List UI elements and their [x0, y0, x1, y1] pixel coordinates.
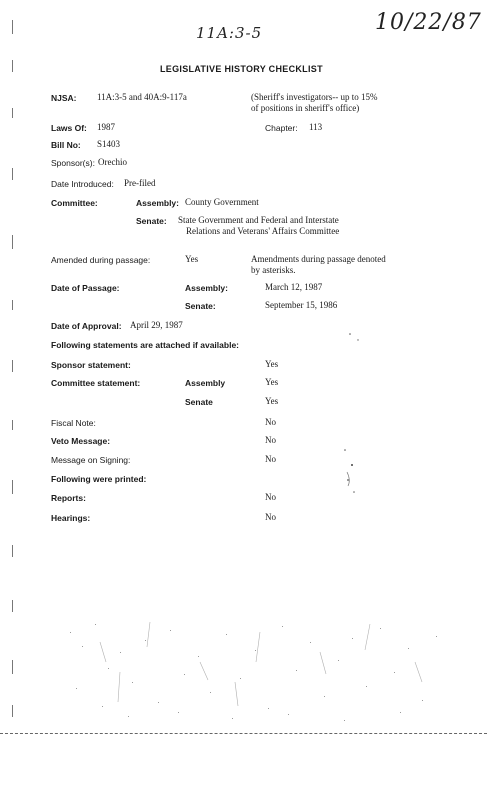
passage-senate-value: September 15, 1986	[265, 300, 338, 310]
njsa-label: NJSA:	[51, 93, 77, 103]
committee-statement-label: Committee statement:	[51, 378, 141, 388]
laws-of-value: 1987	[97, 122, 115, 132]
bill-no-label: Bill No:	[51, 140, 81, 150]
veto-message-value: No	[265, 435, 276, 445]
laws-of-label: Laws Of:	[51, 123, 87, 133]
committee-statement-assembly-value: Yes	[265, 377, 279, 387]
passage-assembly-value: March 12, 1987	[265, 282, 323, 292]
following-printed-heading: Following were printed:	[51, 474, 147, 484]
reports-label: Reports:	[51, 493, 86, 503]
left-edge-mark	[12, 420, 13, 430]
hearings-value: No	[265, 512, 276, 522]
committee-statement-assembly-label: Assembly	[185, 378, 226, 388]
sponsor-value: Orechio	[98, 157, 127, 167]
fiscal-note-value: No	[265, 417, 276, 427]
committee-senate-line1: State Government and Federal and Interstate	[178, 215, 339, 225]
scan-noise	[60, 612, 460, 727]
left-edge-mark	[12, 60, 13, 72]
committee-statement-senate-value: Yes	[265, 396, 279, 406]
following-attached-heading: Following statements are attached if available:	[51, 340, 239, 350]
passage-label: Date of Passage:	[51, 283, 120, 293]
message-signing-value: No	[265, 454, 276, 464]
committee-assembly-label: Assembly:	[136, 198, 179, 208]
sponsor-label: Sponsor(s):	[51, 158, 95, 168]
amended-note-line2: by asterisks.	[251, 265, 296, 275]
chapter-value: 113	[309, 122, 323, 132]
approval-value: April 29, 1987	[130, 320, 183, 330]
message-signing-label: Message on Signing:	[51, 455, 131, 465]
committee-statement-senate-label: Senate	[185, 397, 213, 407]
fiscal-note-label: Fiscal Note:	[51, 418, 96, 428]
hearings-label: Hearings:	[51, 513, 91, 523]
committee-senate-label: Senate:	[136, 216, 167, 226]
left-edge-mark	[12, 600, 13, 612]
passage-assembly-label: Assembly:	[185, 283, 228, 293]
sponsor-statement-value: Yes	[265, 359, 279, 369]
committee-assembly-value: County Government	[185, 197, 259, 207]
handwritten-code: 11A:3-5	[196, 24, 263, 42]
left-edge-mark	[12, 705, 13, 717]
chapter-label: Chapter:	[265, 123, 298, 133]
sponsor-statement-label: Sponsor statement:	[51, 360, 131, 370]
left-edge-mark	[12, 20, 13, 34]
left-edge-mark	[12, 168, 13, 180]
amended-note-line1: Amendments during passage denoted	[251, 254, 386, 264]
reports-value: No	[265, 492, 276, 502]
approval-label: Date of Approval:	[51, 321, 122, 331]
left-edge-mark	[12, 545, 13, 557]
left-edge-mark	[12, 300, 13, 310]
bill-no-value: S1403	[97, 139, 121, 149]
veto-message-label: Veto Message:	[51, 436, 111, 446]
left-edge-mark	[12, 480, 13, 494]
amended-value: Yes	[185, 254, 199, 264]
committee-label: Committee:	[51, 198, 98, 208]
amended-label: Amended during passage:	[51, 255, 151, 265]
njsa-value: 11A:3-5 and 40A:9-117a	[97, 92, 187, 102]
page-title: LEGISLATIVE HISTORY CHECKLIST	[160, 64, 323, 74]
handwritten-date: 10/22/87	[375, 10, 482, 35]
scan-specks	[330, 330, 370, 510]
date-introduced-label: Date Introduced:	[51, 179, 114, 189]
left-edge-mark	[12, 108, 13, 118]
njsa-note-line2: of positions in sheriff's office)	[251, 103, 360, 113]
njsa-note-line1: (Sheriff's investigators-- up to 15%	[251, 92, 378, 102]
left-edge-mark	[12, 660, 13, 674]
bottom-dashed-line	[0, 733, 487, 734]
passage-senate-label: Senate:	[185, 301, 216, 311]
committee-senate-line2: Relations and Veterans' Affairs Committee	[186, 226, 340, 236]
left-edge-mark	[12, 235, 13, 249]
left-edge-mark	[12, 360, 13, 372]
date-introduced-value: Pre-filed	[124, 178, 156, 188]
